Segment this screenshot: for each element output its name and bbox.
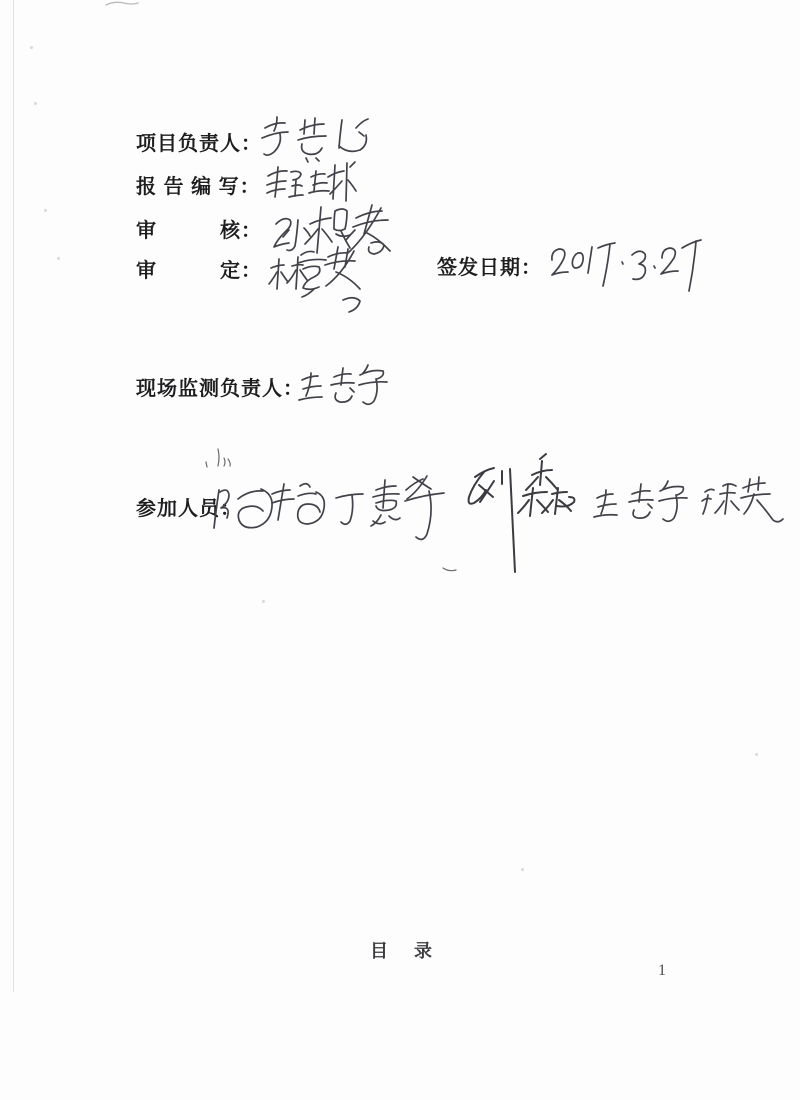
scan-speck xyxy=(34,102,37,105)
report-writer-label: 报 告 编 写： xyxy=(136,176,261,198)
signature-approver xyxy=(256,238,386,320)
signature-issue-date xyxy=(538,228,713,300)
reviewer-label: 审 核： xyxy=(136,220,262,242)
stray-pen-dash xyxy=(440,564,460,576)
participants-label: 参加人员： xyxy=(136,498,241,520)
page-number: 1 xyxy=(658,962,666,979)
issue-date-label: 签发日期： xyxy=(437,257,542,279)
signature-participant-3 xyxy=(458,450,583,582)
signature-participant-2 xyxy=(328,464,466,564)
approver-label: 审 定： xyxy=(136,260,262,282)
site-monitoring-label: 现场监测负责人： xyxy=(136,378,304,400)
scan-speck xyxy=(262,600,265,603)
scan-speck xyxy=(57,257,60,260)
scan-speck xyxy=(521,868,524,871)
scan-smudge-top xyxy=(104,0,140,8)
project-leader-label: 项目负责人： xyxy=(136,133,262,155)
signature-participant-1 xyxy=(203,466,343,562)
scan-speck xyxy=(30,46,33,49)
toc-heading: 目 录 xyxy=(370,941,436,961)
signature-site-monitoring-leader xyxy=(290,356,402,418)
scan-speck xyxy=(755,753,758,756)
signature-participant-5 xyxy=(693,468,791,530)
scan-edge-line xyxy=(13,0,14,992)
scan-speck xyxy=(44,209,47,212)
signature-participant-4 xyxy=(586,470,704,534)
